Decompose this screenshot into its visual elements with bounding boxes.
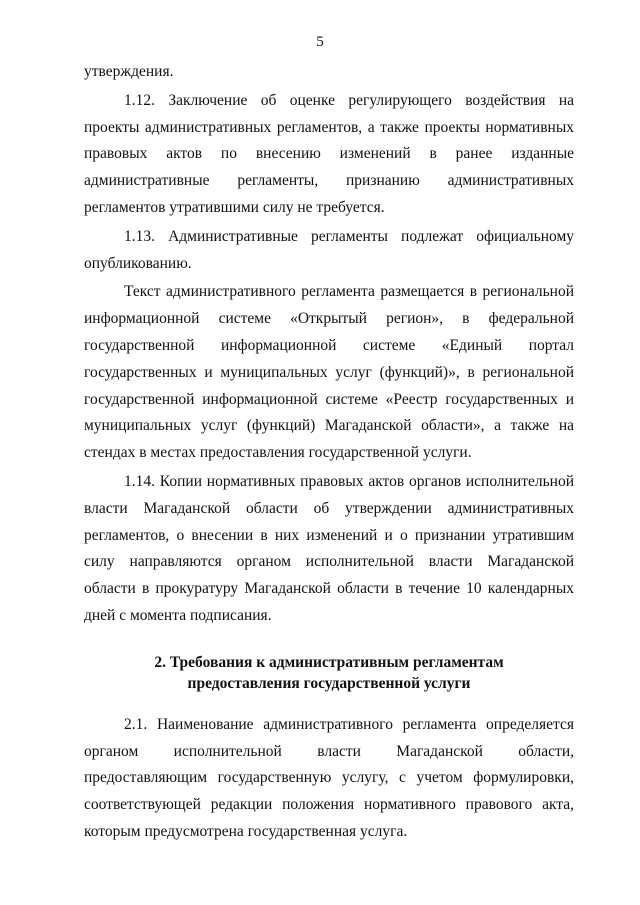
paragraph-1-14: 1.14. Копии нормативных правовых актов органов исполнительной власти Магаданской области об утверждении административных регламентов, о внесении в них изменений и о признании утратившим силу направляются органом исполнительной власти Магаданской области в прокуратуру Магаданской области в течение 10 календарных дней с момента подписания. bbox=[84, 472, 574, 624]
paragraph-text-placement: Текст административного регламента размещается в региональной информационной системе «Открытый регион», в федеральной государственной информационной системе «Единый портал государственных и муниципальных услуг (функций)», в региональной государственной информационной системе «Реестр государственных и муниципальных услуг (функций) Магаданской области», а также на стендах в местах предоставления государственной услуги. bbox=[84, 283, 574, 462]
section-2-heading-line-1: 2. Требования к административным регламентам bbox=[154, 653, 504, 671]
section-2-heading-line-2: предоставления государственной услуги bbox=[187, 674, 471, 692]
page-number: 5 bbox=[316, 34, 324, 50]
paragraph-1-13: 1.13. Административные регламенты подлежат официальному опубликованию. bbox=[84, 227, 574, 272]
paragraph-1-12: 1.12. Заключение об оценке регулирующего воздействия на проекты административных регламентов, а также проекты нормативных правовых актов по внесению изменений в ранее изданные административные регламенты, признанию административных регламентов утратившими силу не требуется. bbox=[84, 91, 574, 216]
paragraph-2-1: 2.1. Наименование административного регламента определяется органом исполнительной власти Магаданской области, предоставляющим государственную услугу, с учетом формулировки, соответствующей редакции положения нормативного правового акта, которым предусмотрена государственная услуга. bbox=[84, 715, 574, 840]
document-body bbox=[84, 59, 574, 846]
paragraph-continuation: утверждения. bbox=[84, 63, 174, 80]
section-2-heading bbox=[84, 652, 574, 694]
